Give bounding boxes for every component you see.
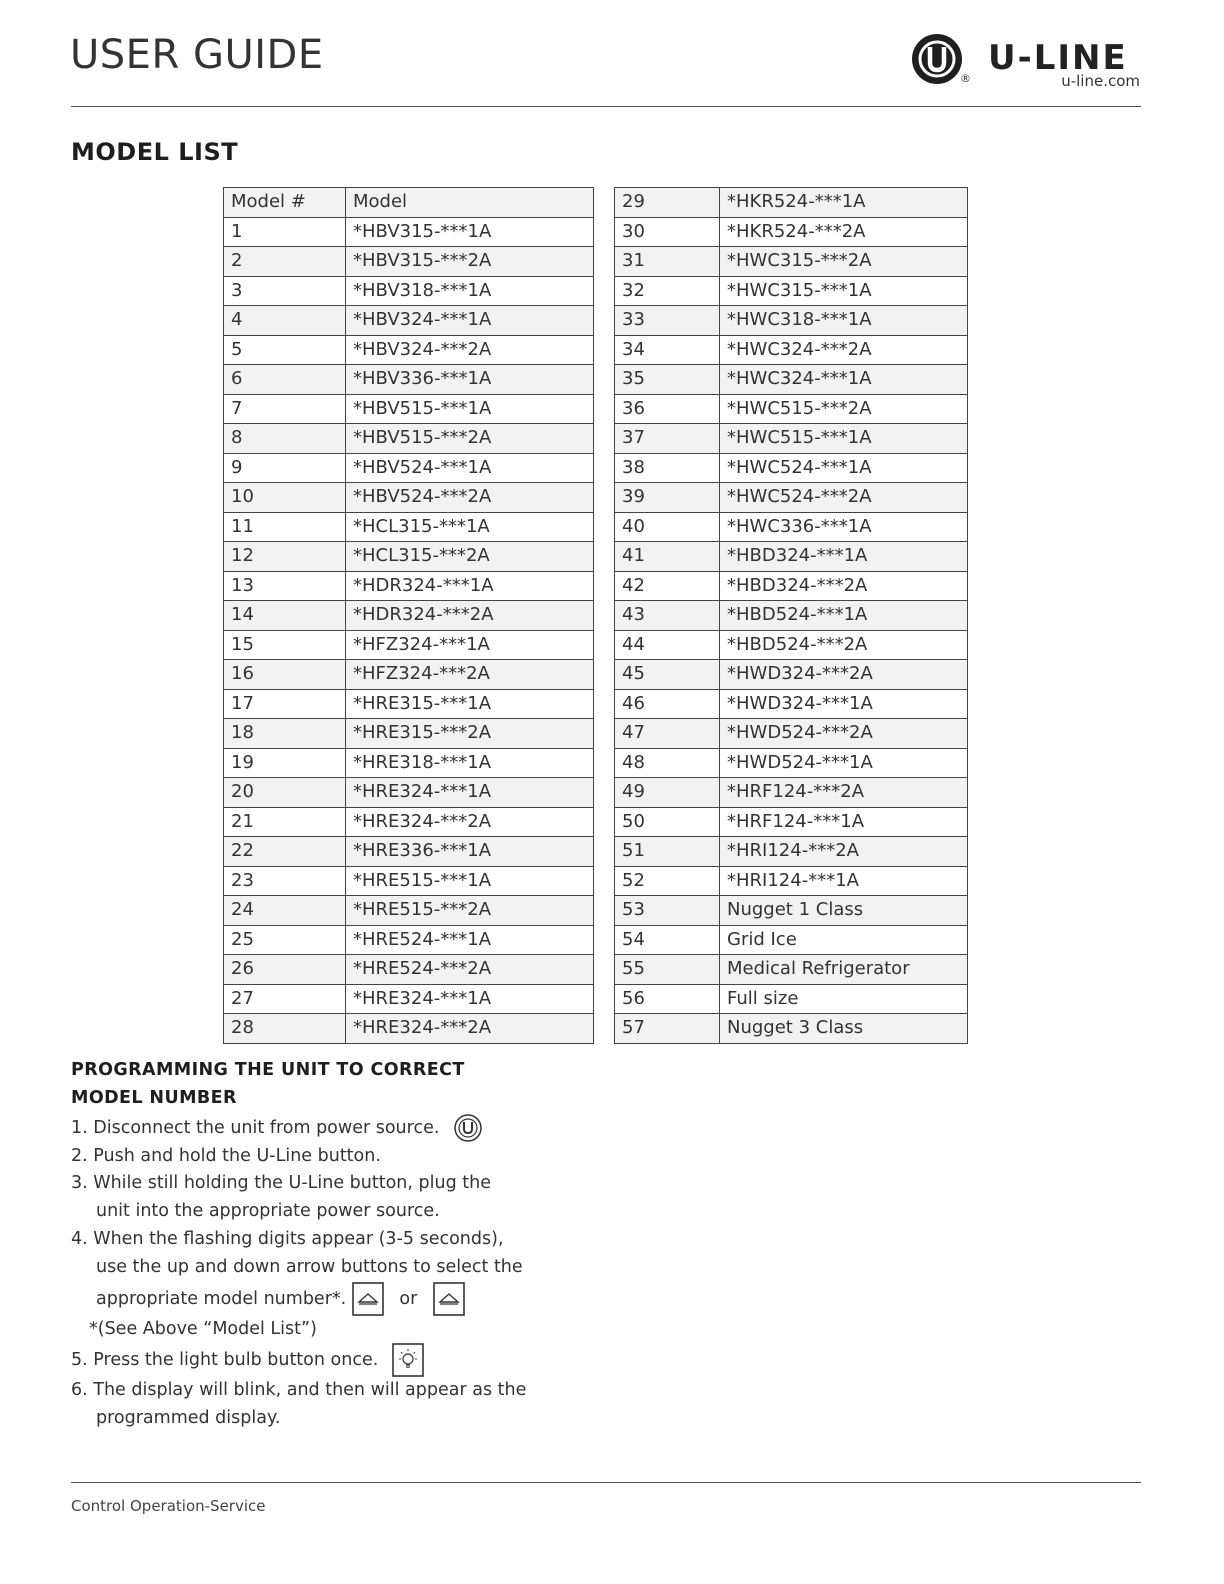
model-name-cell: Nugget 3 Class xyxy=(720,1014,968,1044)
model-number-cell: 13 xyxy=(224,571,346,601)
step-4-line3 xyxy=(71,1282,541,1316)
model-number-cell: 33 xyxy=(615,306,720,336)
model-number-cell: 22 xyxy=(224,837,346,867)
model-name-cell: *HBD524-***2A xyxy=(720,630,968,660)
model-number-cell: 18 xyxy=(224,719,346,749)
table-row xyxy=(224,542,594,572)
model-name-cell: *HRE324-***1A xyxy=(346,778,594,808)
table-row xyxy=(224,483,594,513)
footer-divider xyxy=(71,1482,1141,1483)
model-name-cell: *HWC336-***1A xyxy=(720,512,968,542)
model-number-cell: 29 xyxy=(615,188,720,218)
header-divider xyxy=(71,106,1141,107)
model-number-cell: 8 xyxy=(224,424,346,454)
model-name-cell: *HBV336-***1A xyxy=(346,365,594,395)
model-number-cell: 53 xyxy=(615,896,720,926)
table-row xyxy=(224,719,594,749)
model-name-cell: *HBD524-***1A xyxy=(720,601,968,631)
table-row xyxy=(615,483,968,513)
registered-mark: ® xyxy=(960,72,971,85)
table-row xyxy=(615,837,968,867)
table-row xyxy=(615,719,968,749)
table-row xyxy=(615,896,968,926)
step-3-line2: unit into the appropriate power source. xyxy=(96,1201,440,1222)
table-row xyxy=(224,365,594,395)
up-arrow-button-icon xyxy=(352,1282,384,1316)
model-name-cell: Nugget 1 Class xyxy=(720,896,968,926)
table-row xyxy=(224,896,594,926)
model-name-cell: *HWD524-***2A xyxy=(720,719,968,749)
table-row xyxy=(224,217,594,247)
model-name-cell: *HBV515-***1A xyxy=(346,394,594,424)
brand-wordmark: U-LINE xyxy=(988,38,1128,78)
model-number-cell: 30 xyxy=(615,217,720,247)
model-name-cell: *HWC315-***2A xyxy=(720,247,968,277)
model-name-cell: *HRE324-***2A xyxy=(346,1014,594,1044)
model-number-cell: 20 xyxy=(224,778,346,808)
table-row xyxy=(224,837,594,867)
u-line-logo-icon xyxy=(910,32,966,88)
model-name-cell: *HRE336-***1A xyxy=(346,837,594,867)
model-number-cell: 51 xyxy=(615,837,720,867)
model-name-cell: *HRE515-***2A xyxy=(346,896,594,926)
table-row xyxy=(224,394,594,424)
model-number-cell: 26 xyxy=(224,955,346,985)
table-row xyxy=(224,807,594,837)
model-name-cell: *HWC515-***2A xyxy=(720,394,968,424)
table-row xyxy=(615,365,968,395)
table-row xyxy=(615,276,968,306)
table-row xyxy=(615,601,968,631)
model-name-cell: *HRE324-***1A xyxy=(346,984,594,1014)
table-row xyxy=(224,601,594,631)
model-number-cell: 17 xyxy=(224,689,346,719)
table-row xyxy=(224,335,594,365)
model-number-cell: 23 xyxy=(224,866,346,896)
table-row xyxy=(224,306,594,336)
table-row xyxy=(615,660,968,690)
table-row xyxy=(224,1014,594,1044)
light-bulb-button-icon xyxy=(392,1343,424,1377)
table-row xyxy=(615,984,968,1014)
table-row xyxy=(615,306,968,336)
model-name-cell: *HCL315-***2A xyxy=(346,542,594,572)
website-url: u-line.com xyxy=(1061,72,1140,90)
table-row xyxy=(224,660,594,690)
model-name-cell: *HRF124-***1A xyxy=(720,807,968,837)
model-name-cell: *HWC315-***1A xyxy=(720,276,968,306)
model-number-cell: 40 xyxy=(615,512,720,542)
model-name-cell: *HBV524-***1A xyxy=(346,453,594,483)
table-row xyxy=(224,276,594,306)
column-header-model-number: Model # xyxy=(224,188,346,218)
model-name-cell: *HBV318-***1A xyxy=(346,276,594,306)
table-row xyxy=(224,748,594,778)
step-6-line1: 6. The display will blink, and then will appear as the xyxy=(71,1380,527,1401)
table-row xyxy=(224,630,594,660)
model-number-cell: 41 xyxy=(615,542,720,572)
page-header-title: USER GUIDE xyxy=(70,32,324,78)
u-line-button-icon xyxy=(453,1113,483,1143)
model-number-cell: 56 xyxy=(615,984,720,1014)
table-row xyxy=(224,512,594,542)
table-row xyxy=(224,778,594,808)
table-row xyxy=(615,335,968,365)
step-3-line1: 3. While still holding the U-Line button, plug the xyxy=(71,1173,491,1194)
model-name-cell: *HBV324-***2A xyxy=(346,335,594,365)
model-number-cell: 9 xyxy=(224,453,346,483)
model-number-cell: 52 xyxy=(615,866,720,896)
down-arrow-button-icon xyxy=(433,1282,465,1316)
table-row xyxy=(615,630,968,660)
model-name-cell: *HBV315-***2A xyxy=(346,247,594,277)
model-number-cell: 45 xyxy=(615,660,720,690)
model-name-cell: *HWD324-***1A xyxy=(720,689,968,719)
model-name-cell: *HBV515-***2A xyxy=(346,424,594,454)
model-name-cell: *HWD324-***2A xyxy=(720,660,968,690)
model-name-cell: *HDR324-***1A xyxy=(346,571,594,601)
model-number-cell: 15 xyxy=(224,630,346,660)
table-row xyxy=(615,955,968,985)
table-row xyxy=(615,1014,968,1044)
table-row xyxy=(615,689,968,719)
model-number-cell: 25 xyxy=(224,925,346,955)
table-row xyxy=(224,955,594,985)
table-row xyxy=(615,394,968,424)
model-number-cell: 44 xyxy=(615,630,720,660)
table-row xyxy=(615,571,968,601)
step-1 xyxy=(71,1113,541,1143)
table-row xyxy=(615,807,968,837)
model-number-cell: 4 xyxy=(224,306,346,336)
model-table-right xyxy=(614,187,968,1044)
table-row xyxy=(224,984,594,1014)
table-row xyxy=(224,866,594,896)
model-name-cell: *HCL315-***1A xyxy=(346,512,594,542)
model-number-cell: 6 xyxy=(224,365,346,395)
step-5-text: 5. Press the light bulb button once. xyxy=(71,1350,379,1371)
model-name-cell: *HWC324-***2A xyxy=(720,335,968,365)
footer-text: Control Operation-Service xyxy=(71,1497,266,1515)
model-number-cell: 31 xyxy=(615,247,720,277)
model-number-cell: 24 xyxy=(224,896,346,926)
model-name-cell: Full size xyxy=(720,984,968,1014)
model-name-cell: *HRE315-***1A xyxy=(346,689,594,719)
model-name-cell: *HWC515-***1A xyxy=(720,424,968,454)
table-row xyxy=(615,453,968,483)
table-row xyxy=(224,925,594,955)
column-header-model: Model xyxy=(346,188,594,218)
step-4-or: or xyxy=(399,1288,418,1309)
model-number-cell: 42 xyxy=(615,571,720,601)
model-number-cell: 21 xyxy=(224,807,346,837)
model-name-cell: *HWC524-***2A xyxy=(720,483,968,513)
table-row xyxy=(615,188,968,218)
model-number-cell: 35 xyxy=(615,365,720,395)
model-number-cell: 14 xyxy=(224,601,346,631)
model-name-cell: *HRF124-***2A xyxy=(720,778,968,808)
model-name-cell: *HRE524-***1A xyxy=(346,925,594,955)
model-name-cell: Grid Ice xyxy=(720,925,968,955)
step-4-line3-text: appropriate model number*. xyxy=(96,1288,347,1309)
table-row xyxy=(224,453,594,483)
model-number-cell: 1 xyxy=(224,217,346,247)
model-name-cell: *HWC324-***1A xyxy=(720,365,968,395)
model-number-cell: 54 xyxy=(615,925,720,955)
step-2: 2. Push and hold the U-Line button. xyxy=(71,1145,381,1166)
table-row xyxy=(224,424,594,454)
model-name-cell: *HBV324-***1A xyxy=(346,306,594,336)
step-4-note: *(See Above “Model List”) xyxy=(89,1318,317,1339)
model-number-cell: 16 xyxy=(224,660,346,690)
model-table-left xyxy=(223,187,594,1044)
model-name-cell: *HRE515-***1A xyxy=(346,866,594,896)
model-number-cell: 47 xyxy=(615,719,720,749)
programming-instructions xyxy=(71,1057,541,1433)
model-number-cell: 43 xyxy=(615,601,720,631)
section-title: MODEL LIST xyxy=(71,138,239,166)
model-name-cell: *HRE324-***2A xyxy=(346,807,594,837)
model-name-cell: *HBD324-***1A xyxy=(720,542,968,572)
model-number-cell: 27 xyxy=(224,984,346,1014)
model-number-cell: 39 xyxy=(615,483,720,513)
model-number-cell: 37 xyxy=(615,424,720,454)
table-row xyxy=(224,689,594,719)
model-name-cell: *HFZ324-***1A xyxy=(346,630,594,660)
table-row xyxy=(615,512,968,542)
model-name-cell: *HDR324-***2A xyxy=(346,601,594,631)
model-name-cell: *HKR524-***2A xyxy=(720,217,968,247)
model-name-cell: *HWD524-***1A xyxy=(720,748,968,778)
model-number-cell: 55 xyxy=(615,955,720,985)
model-name-cell: *HKR524-***1A xyxy=(720,188,968,218)
model-number-cell: 50 xyxy=(615,807,720,837)
model-name-cell: *HWC524-***1A xyxy=(720,453,968,483)
table-row xyxy=(615,424,968,454)
model-name-cell: *HBD324-***2A xyxy=(720,571,968,601)
table-row xyxy=(615,542,968,572)
model-name-cell: *HRI124-***2A xyxy=(720,837,968,867)
step-1-text: 1. Disconnect the unit from power source. xyxy=(71,1117,440,1138)
model-number-cell: 19 xyxy=(224,748,346,778)
model-name-cell: *HRI124-***1A xyxy=(720,866,968,896)
model-number-cell: 49 xyxy=(615,778,720,808)
model-number-cell: 10 xyxy=(224,483,346,513)
model-number-cell: 48 xyxy=(615,748,720,778)
model-name-cell: *HFZ324-***2A xyxy=(346,660,594,690)
model-name-cell: *HWC318-***1A xyxy=(720,306,968,336)
programming-title-line1: PROGRAMMING THE UNIT TO CORRECT xyxy=(71,1060,465,1080)
table-row xyxy=(615,866,968,896)
model-number-cell: 5 xyxy=(224,335,346,365)
model-number-cell: 28 xyxy=(224,1014,346,1044)
table-row xyxy=(615,748,968,778)
table-row xyxy=(615,778,968,808)
step-4-line2: use the up and down arrow buttons to select the xyxy=(96,1256,523,1277)
step-6-line2: programmed display. xyxy=(96,1408,281,1429)
model-number-cell: 12 xyxy=(224,542,346,572)
model-number-cell: 11 xyxy=(224,512,346,542)
model-number-cell: 32 xyxy=(615,276,720,306)
programming-title-line2: MODEL NUMBER xyxy=(71,1087,237,1108)
model-number-cell: 46 xyxy=(615,689,720,719)
model-name-cell: *HBV315-***1A xyxy=(346,217,594,247)
table-row xyxy=(224,247,594,277)
model-name-cell: Medical Refrigerator xyxy=(720,955,968,985)
table-row xyxy=(615,925,968,955)
table-row xyxy=(615,217,968,247)
table-row xyxy=(615,247,968,277)
model-name-cell: *HRE315-***2A xyxy=(346,719,594,749)
model-name-cell: *HBV524-***2A xyxy=(346,483,594,513)
model-number-cell: 3 xyxy=(224,276,346,306)
step-4-line1: 4. When the flashing digits appear (3-5 seconds), xyxy=(71,1228,504,1249)
brand-logo xyxy=(910,32,1142,94)
model-name-cell: *HRE318-***1A xyxy=(346,748,594,778)
model-number-cell: 2 xyxy=(224,247,346,277)
model-number-cell: 34 xyxy=(615,335,720,365)
step-5 xyxy=(71,1343,541,1377)
table-header-row xyxy=(224,188,594,218)
model-number-cell: 7 xyxy=(224,394,346,424)
model-number-cell: 38 xyxy=(615,453,720,483)
model-name-cell: *HRE524-***2A xyxy=(346,955,594,985)
model-number-cell: 57 xyxy=(615,1014,720,1044)
model-number-cell: 36 xyxy=(615,394,720,424)
table-row xyxy=(224,571,594,601)
